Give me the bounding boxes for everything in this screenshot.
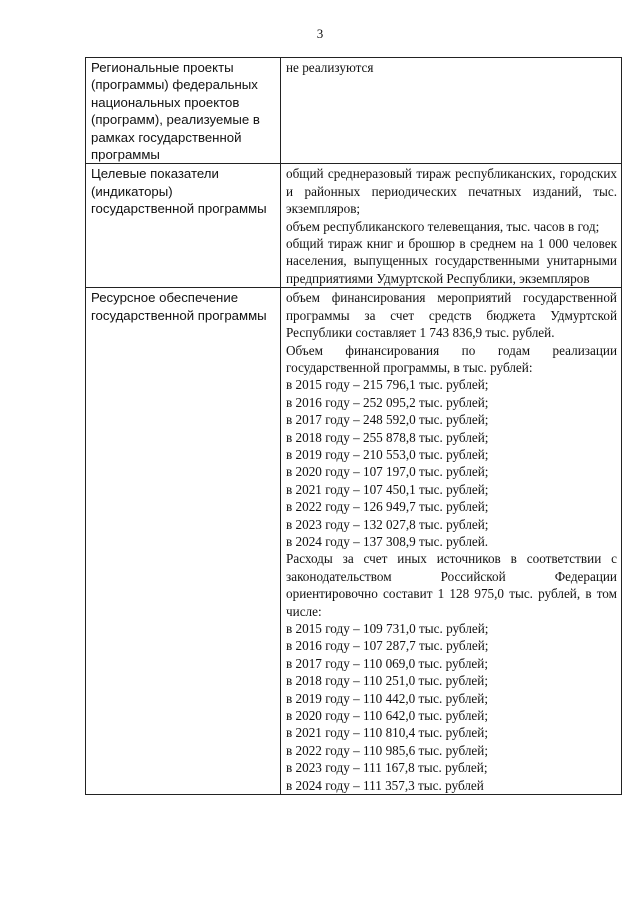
other-year-2016: в 2016 году – 107 287,7 тыс. рублей; <box>286 638 489 654</box>
table-row <box>86 58 622 164</box>
budget-year-2022: в 2022 году – 126 949,7 тыс. рублей; <box>286 499 489 515</box>
other-year-2022: в 2022 году – 110 985,6 тыс. рублей; <box>286 742 488 758</box>
other-year-2017: в 2017 году – 110 069,0 тыс. рублей; <box>286 655 488 671</box>
budget-year-2015: в 2015 году – 215 796,1 тыс. рублей; <box>286 377 489 393</box>
budget-year-2016: в 2016 году – 252 095,2 тыс. рублей; <box>286 394 489 410</box>
row-value-resource-support <box>281 288 622 795</box>
row-label-regional-projects: Региональные проекты (программы) федеральных национальных проектов (программ), реализуемые в рамках государственной программы <box>86 58 281 164</box>
other-sources-text: Расходы за счет иных источников в соответствии с законодательством Российской Федерации ориентировочно составит 1 128 975,0 тыс. рублей, в том числе: <box>286 551 617 619</box>
other-year-2023: в 2023 году – 111 167,8 тыс. рублей; <box>286 760 488 776</box>
funding-intro: объем финансирования мероприятий государственной программы за счет средств бюджета Удмуртской Республики составляет 1 743 836,9 тыс. рублей. <box>286 290 617 341</box>
page-number: 3 <box>316 26 324 41</box>
row-value-regional-projects: не реализуются <box>281 58 622 164</box>
budget-year-2018: в 2018 году – 255 878,8 тыс. рублей; <box>286 429 489 445</box>
budget-year-2023: в 2023 году – 132 027,8 тыс. рублей; <box>286 516 489 532</box>
budget-year-2021: в 2021 году – 107 450,1 тыс. рублей; <box>286 481 489 497</box>
budget-year-2024: в 2024 году – 137 308,9 тыс. рублей. <box>286 533 489 549</box>
other-year-2019: в 2019 году – 110 442,0 тыс. рублей; <box>286 690 488 706</box>
table-row <box>86 164 622 288</box>
table-row <box>86 288 622 795</box>
other-year-2021: в 2021 году – 110 810,4 тыс. рублей; <box>286 725 488 741</box>
other-year-2018: в 2018 году – 110 251,0 тыс. рублей; <box>286 673 488 689</box>
other-year-2020: в 2020 году – 110 642,0 тыс. рублей; <box>286 708 488 724</box>
funding-by-year-heading: Объем финансирования по годам реализации государственной программы, в тыс. рублей: <box>286 342 617 375</box>
indicator-tv-broadcast: объем республиканского телевещания, тыс. часов в год; <box>286 218 600 234</box>
budget-year-2017: в 2017 году – 248 592,0 тыс. рублей; <box>286 412 489 428</box>
other-year-2024: в 2024 году – 111 357,3 тыс. рублей <box>286 777 484 793</box>
other-year-2015: в 2015 году – 109 731,0 тыс. рублей; <box>286 621 489 636</box>
indicator-books: общий тираж книг и брошюр в среднем на 1 000 человек населения, выпущенных государственными унитарными предприятиями Удмуртской Республики, экземпляров <box>286 236 617 286</box>
row-label-resource-support: Ресурсное обеспечение государственной программы <box>86 288 281 795</box>
indicator-circulation: общий среднеразовый тираж республиканских, городских и районных периодических печатных изданий, тыс. экземпляров; <box>286 166 617 217</box>
row-label-target-indicators: Целевые показатели (индикаторы) государственной программы <box>86 164 281 288</box>
budget-year-2019: в 2019 году – 210 553,0 тыс. рублей; <box>286 446 489 462</box>
row-value-target-indicators <box>281 164 622 288</box>
budget-year-2020: в 2020 году – 107 197,0 тыс. рублей; <box>286 464 489 480</box>
program-passport-table <box>85 57 622 795</box>
